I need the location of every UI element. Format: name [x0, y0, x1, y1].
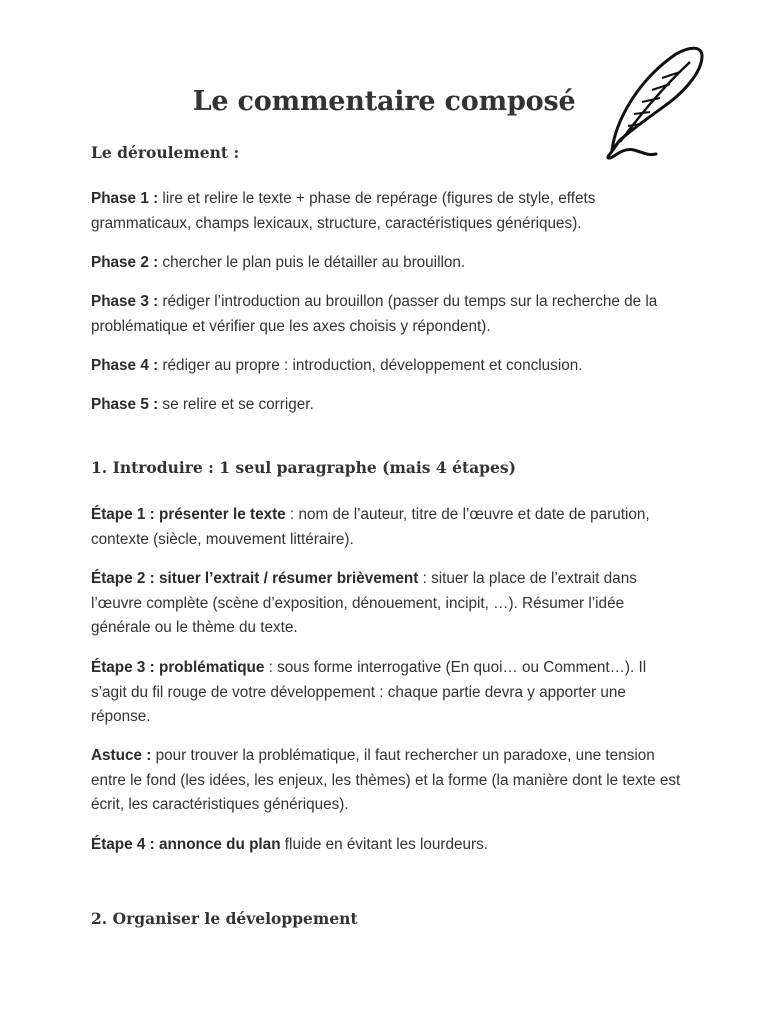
phase-label: Phase 5 :	[91, 396, 159, 413]
section-heading-organiser: 2. Organiser le développement	[91, 909, 358, 928]
phase-1	[91, 187, 681, 236]
etape-label: Étape 3 : problématique	[91, 659, 265, 676]
phase-text: se relire et se corriger.	[162, 396, 314, 413]
page-title: Le commentaire composé	[192, 86, 576, 117]
etape-4	[91, 833, 681, 858]
phase-text: rédiger au propre : introduction, développement et conclusion.	[162, 357, 583, 374]
etape-text: fluide en évitant les lourdeurs.	[280, 836, 489, 853]
phase-text: rédiger l’introduction au brouillon (passer du temps sur la recherche de la problématique et vérifier que les axes choisis y répondent).	[91, 293, 658, 335]
section-heading-deroulement: Le déroulement :	[91, 143, 240, 162]
phase-text: lire et relire le texte + phase de repérage (figures de style, effets grammaticaux, champs lexicaux, structure, caractéristiques génériques).	[91, 190, 596, 232]
phase-label: Phase 4 :	[91, 357, 159, 374]
etape-text: : nom de l’auteur, titre de l’œuvre et date de parution, contexte (siècle, mouvement littéraire).	[91, 506, 650, 548]
etape-text: : sous forme interrogative (En quoi… ou Comment…). Il s’agit du fil rouge de votre développement : chaque partie devra y apporter une réponse.	[91, 659, 647, 725]
etape-3	[91, 656, 681, 730]
section-heading-introduire: 1. Introduire : 1 seul paragraphe (mais 4 étapes)	[91, 458, 516, 477]
astuce	[91, 744, 681, 818]
etape-label: Étape 2 : situer l’extrait / résumer brièvement	[91, 570, 419, 587]
etape-label: Étape 4 : annonce du plan	[91, 836, 281, 853]
phase-5	[91, 393, 681, 418]
phase-text: chercher le plan puis le détailler au brouillon.	[162, 254, 466, 271]
etape-text: : situer la place de l’extrait dans l’œuvre complète (scène d’exposition, dénouement, incipit, …). Résumer l’idée générale ou le thème du texte.	[91, 570, 637, 636]
phase-label: Phase 3 :	[91, 293, 159, 310]
phase-label: Phase 1 :	[91, 190, 159, 207]
etape-1	[91, 503, 681, 552]
phase-4	[91, 354, 681, 379]
phase-label: Phase 2 :	[91, 254, 159, 271]
phase-2	[91, 251, 681, 276]
phase-3	[91, 290, 681, 339]
etape-label: Étape 1 : présenter le texte	[91, 506, 286, 523]
astuce-label: Astuce :	[91, 747, 152, 764]
astuce-text: pour trouver la problématique, il faut rechercher un paradoxe, une tension entre le fond (les idées, les enjeux, les thèmes) et la forme (la manière dont le texte est écrit, les caractéristiques génériques).	[91, 747, 681, 813]
etape-2	[91, 567, 681, 641]
feather-quill-icon	[598, 40, 710, 164]
